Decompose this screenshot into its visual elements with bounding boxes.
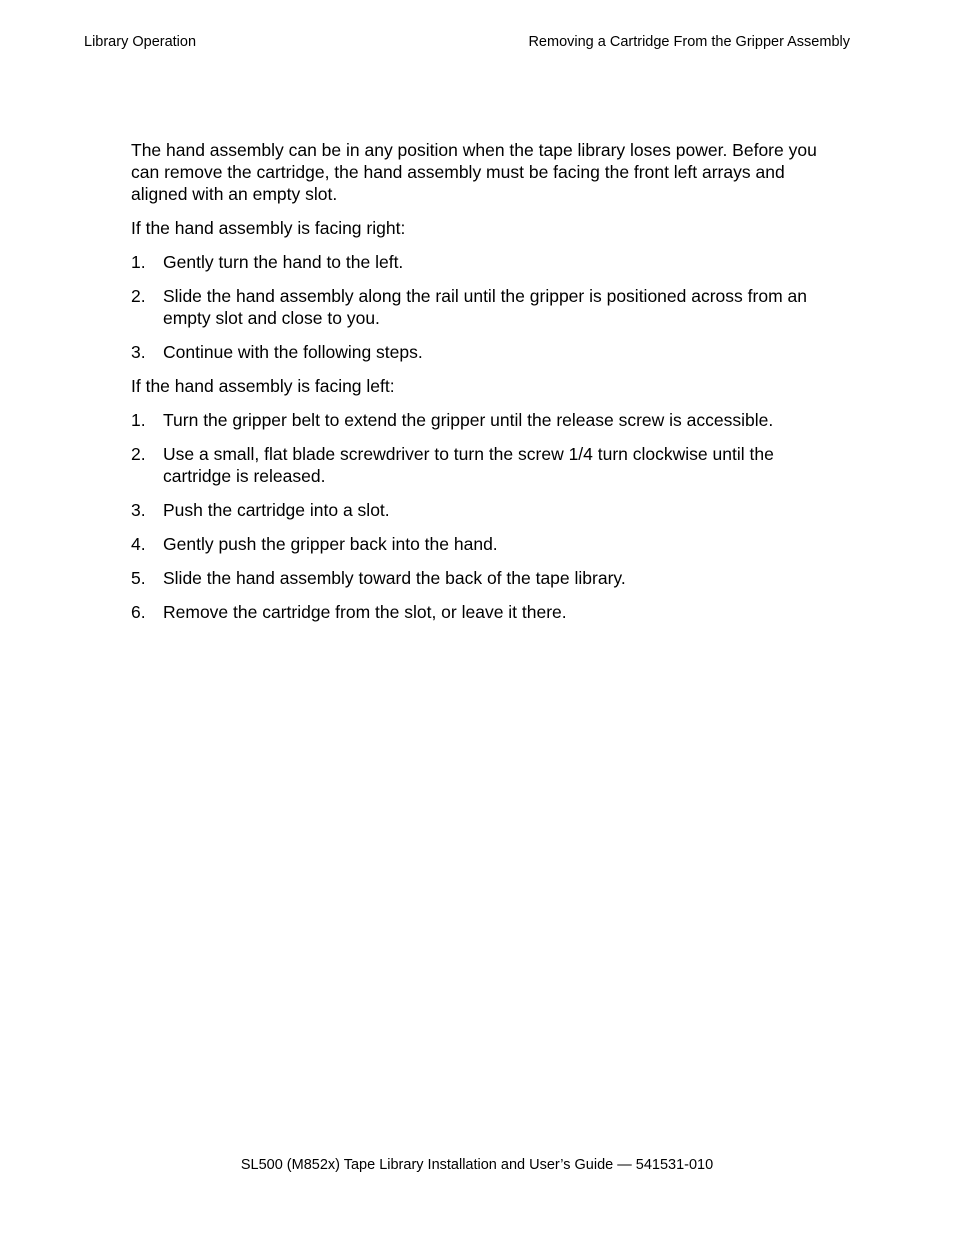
list-item [131, 499, 841, 521]
step-text: Continue with the following steps. [163, 342, 423, 362]
intro-paragraph: The hand assembly can be in any position when the tape library loses power. Before you can remove the cartridge, the hand assembly must be facing the front left arrays and aligned with an empty slot. [131, 140, 817, 204]
facing-right-steps [131, 251, 841, 363]
running-header-section: Library Operation [84, 34, 197, 50]
list-item [131, 251, 841, 273]
step-text: Gently turn the hand to the left. [163, 252, 404, 272]
step-text: Gently push the gripper back into the hand. [163, 534, 498, 554]
list-item [131, 341, 841, 363]
step-text: Use a small, flat blade screwdriver to turn the screw 1/4 turn clockwise until the cartridge is released. [163, 444, 774, 486]
list-item [131, 601, 841, 623]
running-header-topic: Removing a Cartridge From the Gripper Assembly [528, 34, 850, 50]
step-number: 2. [131, 286, 146, 306]
list-item [131, 285, 841, 329]
step-number: 1. [131, 410, 146, 430]
facing-left-steps [131, 409, 841, 623]
step-text: Slide the hand assembly along the rail until the gripper is positioned across from an empty slot and close to you. [163, 286, 807, 328]
step-text: Slide the hand assembly toward the back of the tape library. [163, 568, 626, 588]
facing-right-heading: If the hand assembly is facing right: [131, 218, 406, 238]
step-number: 3. [131, 500, 146, 520]
list-item [131, 567, 841, 589]
list-item [131, 443, 841, 487]
running-footer: SL500 (M852x) Tape Library Installation and User’s Guide — 541531-010 [240, 1157, 714, 1173]
list-item [131, 409, 841, 431]
step-number: 2. [131, 444, 146, 464]
step-number: 6. [131, 602, 146, 622]
step-number: 3. [131, 342, 146, 362]
step-number: 4. [131, 534, 146, 554]
step-number: 5. [131, 568, 146, 588]
list-item [131, 533, 841, 555]
facing-left-heading: If the hand assembly is facing left: [131, 376, 395, 396]
page-body [131, 139, 841, 635]
step-number: 1. [131, 252, 146, 272]
step-text: Turn the gripper belt to extend the gripper until the release screw is accessible. [163, 410, 774, 430]
step-text: Remove the cartridge from the slot, or leave it there. [163, 602, 567, 622]
step-text: Push the cartridge into a slot. [163, 500, 390, 520]
